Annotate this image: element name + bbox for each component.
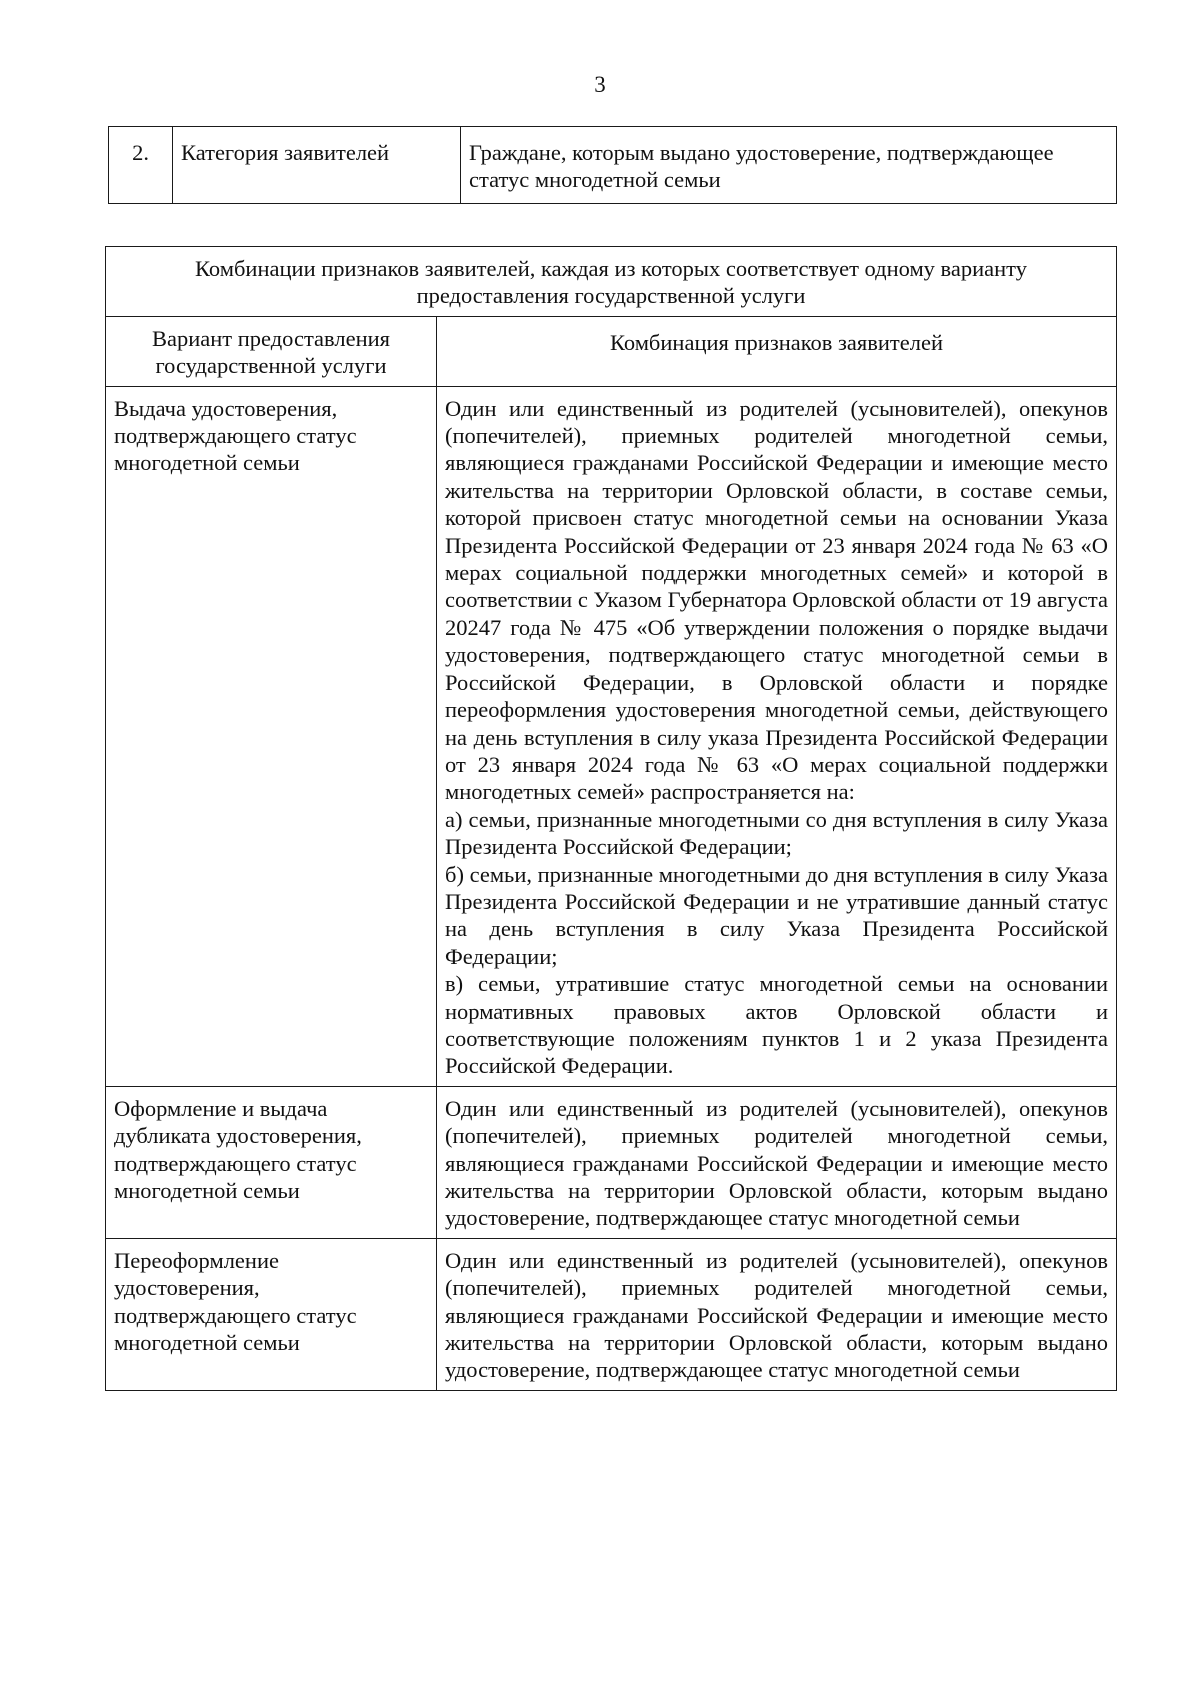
combination-cell <box>437 386 1117 1086</box>
combination-paragraph: Один или единственный из родителей (усыновителей), опекунов (попечителей), приемных родителей многодетной семьи, являющиеся гражданами Российской Федерации и имеющие место жительства на территории Орловской области, в составе семьи, которой присвоен статус многодетной семьи на основании Указа Президента Российской Федерации от 23 января 2024 года № 63 «О мерах социальной поддержки многодетных семей» и которой в соответствии с Указом Губернатора Орловской области от 19 августа 20247 года № 475 «Об утверждении положения о порядке выдачи удостоверения, подтверждающего статус многодетной семьи в Российской Федерации, в Орловской области и порядке переоформления удостоверения многодетной семьи, действующего на день вступления в силу указа Президента Российской Федерации от 23 января 2024 года № 63 «О мерах социальной поддержки многодетных семей» распространяется на: <box>445 395 1109 805</box>
variant-cell: Оформление и выдача дубликата удостоверения, подтверждающего статус многодетной семьи <box>106 1086 437 1238</box>
combination-paragraph: Один или единственный из родителей (усыновителей), опекунов (попечителей), приемных родителей многодетной семьи, являющиеся гражданами Российской Федерации и имеющие место жительства на территории Орловской области, которым выдано удостоверение, подтверждающее статус многодетной семьи <box>445 1095 1109 1231</box>
table-row <box>106 1086 1117 1238</box>
variants-table <box>105 246 1117 1391</box>
combination-paragraph: в) семьи, утратившие статус многодетной семьи на основании нормативных правовых актов Орловской области и соответствующие положениям пунктов 1 и 2 указа Президента Российской Федерации. <box>445 971 1109 1079</box>
table-title-row <box>106 247 1117 317</box>
category-label: Категория заявителей <box>173 127 461 204</box>
combination-paragraph: б) семьи, признанные многодетными до дня вступления в силу Указа Президента Российской Федерации и не утратившие данный статус на день вступления в силу Указа Президента Российской Федерации; <box>445 861 1109 969</box>
header-combination: Комбинация признаков заявителей <box>437 316 1117 386</box>
table-header-row <box>106 316 1117 386</box>
variant-cell: Переоформление удостоверения, подтверждающего статус многодетной семьи <box>106 1238 437 1390</box>
header-variant: Вариант предоставления государственной услуги <box>106 316 437 386</box>
combination-cell <box>437 1086 1117 1238</box>
combination-paragraph: Один или единственный из родителей (усыновителей), опекунов (попечителей), приемных родителей многодетной семьи, являющиеся гражданами Российской Федерации и имеющие место жительства на территории Орловской области, которым выдано удостоверение, подтверждающее статус многодетной семьи <box>445 1247 1109 1383</box>
category-table <box>108 126 1117 204</box>
variant-cell: Выдача удостоверения, подтверждающего статус многодетной семьи <box>106 386 437 1086</box>
table-row <box>106 386 1117 1086</box>
combination-paragraph: а) семьи, признанные многодетными со дня вступления в силу Указа Президента Российской Федерации; <box>445 806 1109 860</box>
table-row <box>109 127 1117 204</box>
combination-cell <box>437 1238 1117 1390</box>
category-value: Граждане, которым выдано удостоверение, подтверждающее статус многодетной семьи <box>461 127 1117 204</box>
category-number: 2. <box>109 127 173 204</box>
table-row <box>106 1238 1117 1390</box>
table-title: Комбинации признаков заявителей, каждая из которых соответствует одному варианту предоставления государственной услуги <box>106 247 1117 317</box>
page-number: 3 <box>594 72 606 97</box>
